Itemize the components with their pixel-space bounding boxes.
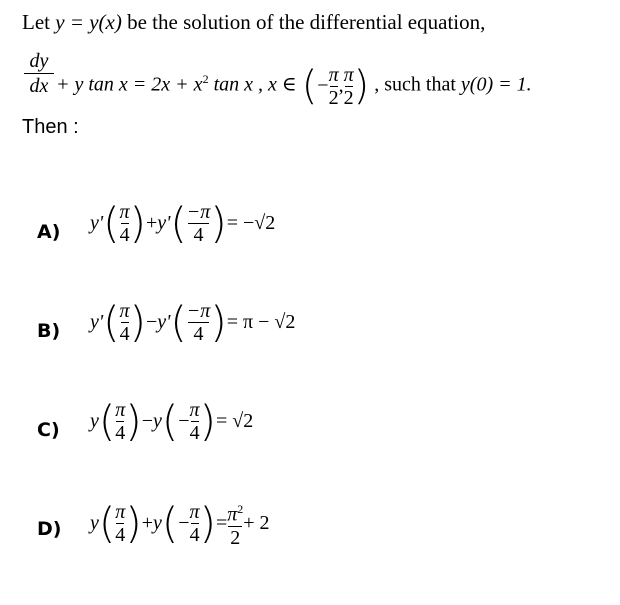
initial-condition: y(0) = 1. (460, 73, 532, 96)
close-paren: ) (125, 396, 142, 446)
question-lead: Let (22, 10, 56, 34)
interval-open-paren: ( (301, 63, 318, 109)
close-paren: ) (199, 498, 216, 548)
interval-left-frac: $\frac{\pi}{2}$ (328, 63, 339, 109)
interval-close-paren: ) (353, 63, 370, 109)
question-line1-tail: be the solution of the differential equation, (121, 10, 486, 34)
option-function: y (90, 410, 99, 432)
question-equation: + y $\tan x = 2x + x^2$ tan x , x ∈ (− $\frac{\pi}{2}$ , $\frac{\pi}{2}$ ) , such that y(0) = 1. (56, 63, 532, 109)
question-function-expr: y = y(x) (55, 10, 122, 34)
option-function: y' (157, 311, 171, 333)
option-rhs: = √2 (215, 410, 254, 432)
option-expression-a (90, 198, 276, 248)
derivative-fraction (24, 50, 54, 97)
derivative-denominator: dx (29, 75, 49, 97)
equation-exponent: 2 (202, 71, 209, 86)
argument-2: $\frac{-\pi}{4}$ (186, 300, 211, 345)
argument-1: $\frac{\pi}{4}$ (115, 500, 126, 546)
open-paren: ( (103, 297, 120, 347)
option-operator: + (145, 212, 158, 234)
option-expression-c (90, 396, 254, 446)
option-label-d[interactable]: D) (37, 518, 62, 540)
option-function: y' (157, 212, 171, 234)
option-operator: − (145, 311, 158, 333)
open-paren: ( (161, 498, 179, 548)
option-function: y' (90, 311, 104, 333)
option-label-c[interactable]: C) (37, 419, 60, 441)
interval-left-sign: − (317, 74, 329, 97)
argument-1: $\frac{\pi}{4}$ (119, 201, 130, 246)
option-label-a[interactable]: A) (37, 221, 61, 243)
close-paren: ) (210, 198, 227, 248)
then-label: Then : (22, 116, 79, 138)
open-paren: ( (161, 396, 179, 446)
argument-2: $\frac{\pi}{4}$ (189, 399, 200, 444)
argument-2: $\frac{-\pi}{4}$ (186, 201, 211, 246)
open-paren: ( (103, 198, 120, 248)
close-paren: ) (210, 297, 227, 347)
option-rhs: = −√2 (226, 212, 276, 234)
option-function: y (152, 410, 162, 432)
condition-lead: , such that (369, 73, 461, 96)
open-paren: ( (170, 198, 187, 248)
open-paren: ( (98, 396, 116, 446)
option-function: y (90, 511, 99, 534)
option-expression-b (90, 297, 296, 347)
equation-text: + y tan x = 2x + x (56, 73, 203, 96)
rhs-fraction: $\frac{\pi^2}{2}$ (227, 502, 244, 549)
option-label-b[interactable]: B) (37, 320, 61, 342)
argument-2-sign: − (178, 410, 190, 432)
option-function: y' (90, 212, 104, 234)
close-paren: ) (129, 198, 146, 248)
question-line-1 (22, 10, 485, 35)
close-paren: ) (129, 297, 146, 347)
option-operator: + (141, 511, 153, 534)
fraction-bar (24, 73, 54, 74)
equation-tail: tan x , x ∈ (208, 73, 297, 96)
open-paren: ( (170, 297, 187, 347)
interval-right-frac: $\frac{\pi}{2}$ (343, 63, 354, 109)
close-paren: ) (199, 396, 216, 446)
option-expression-d (90, 498, 270, 549)
argument-1: $\frac{\pi}{4}$ (115, 399, 126, 444)
derivative-numerator: dy (29, 50, 49, 72)
option-function: y (152, 511, 162, 534)
option-rhs: = (215, 511, 228, 534)
rhs-tail: + 2 (243, 511, 270, 534)
option-rhs: = π − √2 (226, 311, 296, 333)
close-paren: ) (125, 498, 142, 548)
argument-1: $\frac{\pi}{4}$ (119, 300, 130, 345)
argument-2: $\frac{\pi}{4}$ (189, 500, 200, 546)
open-paren: ( (98, 498, 116, 548)
option-operator: − (141, 410, 153, 432)
argument-2-sign: − (178, 511, 190, 534)
